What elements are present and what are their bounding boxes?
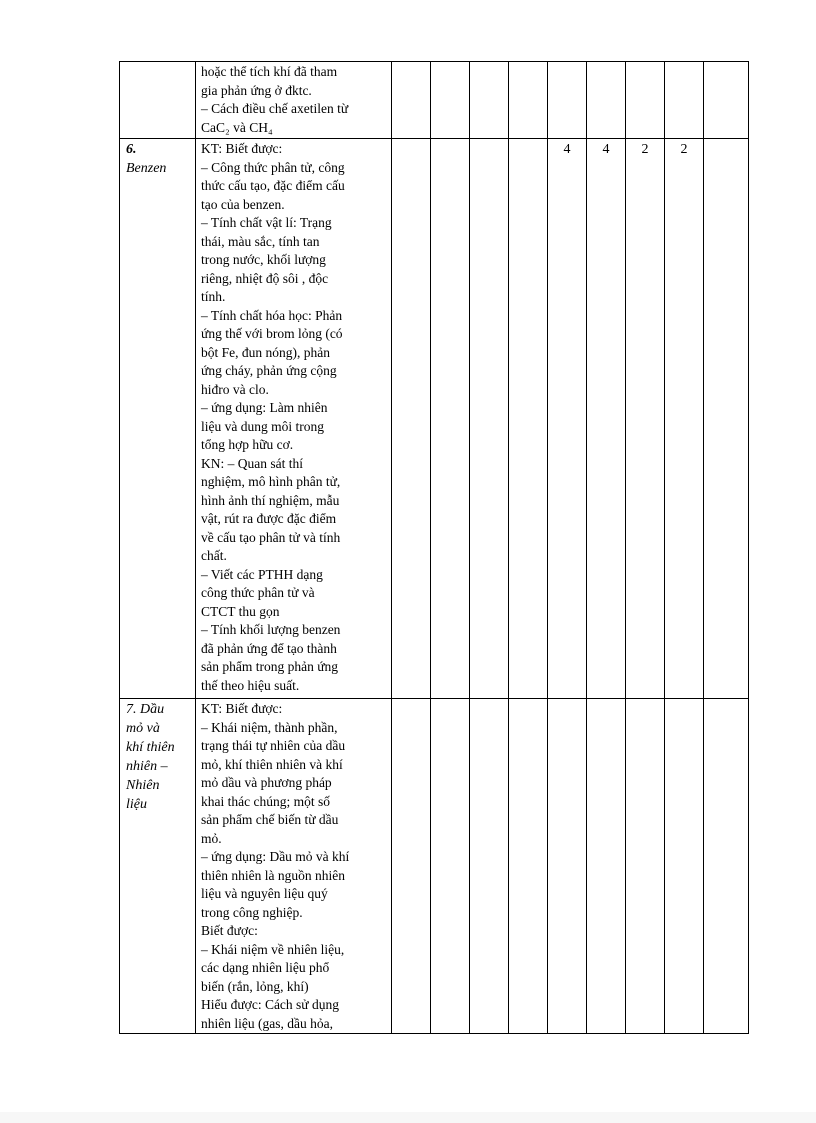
topic-name-line: liệu	[126, 797, 147, 812]
count-cell	[431, 139, 470, 699]
content-line: – Khái niệm, thành phần,	[201, 719, 338, 735]
content-line: – Tính chất hóa học: Phản	[201, 307, 343, 323]
count-cell	[704, 699, 749, 1034]
content-line: thái, màu sắc, tính tan	[201, 233, 320, 249]
count-cell	[665, 62, 704, 139]
content-line: – Tính chất vật lí: Trạng	[201, 215, 332, 230]
topic-name-line: Dầu	[140, 702, 165, 717]
content-line: thế theo hiệu suất.	[201, 677, 300, 693]
content-line: CaC₂ và CH₄	[201, 119, 273, 135]
content-line: – Công thức phân tử, công	[201, 159, 345, 175]
content-line: hoặc thể tích khí đã tham	[201, 64, 338, 79]
content-line: về cấu tạo phân tử và tính	[201, 529, 341, 545]
content-line: thiên nhiên là nguồn nhiên	[201, 867, 345, 883]
content-line: công thức phân tử và	[201, 585, 315, 600]
count-cell	[587, 62, 626, 139]
count-cell	[431, 699, 470, 1034]
content-line: sản phẩm trong phản ứng	[201, 659, 339, 674]
count-cell	[587, 699, 626, 1034]
table-row	[120, 139, 749, 699]
topic-name: Benzen	[126, 161, 167, 176]
count-cell	[392, 139, 431, 699]
topic-number: 7.	[126, 702, 137, 717]
content-line: các dạng nhiên liệu phổ	[201, 960, 330, 975]
content-line: – Viết các PTHH dạng	[201, 566, 323, 582]
count-cell	[470, 62, 509, 139]
count-cell: 4	[587, 139, 626, 699]
content-line: chất.	[201, 548, 227, 563]
content-line: trạng thái tự nhiên của dầu	[201, 738, 346, 753]
count-cell	[704, 139, 749, 699]
content-line: liệu và nguyên liệu quý	[201, 886, 328, 901]
content-line: thức cấu tạo, đặc điểm cấu	[201, 178, 345, 193]
knowledge-matrix-table	[119, 61, 749, 1034]
content-line: KT: Biết được:	[201, 701, 283, 716]
content-line: vật, rút ra được đặc điểm	[201, 511, 337, 526]
content-line: đã phản ứng để tạo thành	[201, 640, 337, 656]
content-line: liệu và dung môi trong	[201, 418, 324, 434]
content-cell	[196, 62, 392, 139]
content-line: – Cách điều chế axetilen từ	[201, 101, 349, 116]
content-line: – Tính khối lượng benzen	[201, 622, 341, 637]
content-line: CTCT thu gọn	[201, 603, 280, 619]
count-cell	[626, 62, 665, 139]
content-cell	[196, 139, 392, 699]
content-line: sản phẩm chế biến từ dầu	[201, 812, 339, 827]
content-line: riêng, nhiệt độ sôi , độc	[201, 270, 329, 286]
topic-cell	[120, 699, 196, 1034]
content-line: ứng thế với brom lỏng (có	[201, 326, 343, 341]
content-line: tính.	[201, 289, 226, 304]
count-cell: 2	[626, 139, 665, 699]
content-line: KT: Biết được:	[201, 141, 283, 156]
content-line: biến (rắn, lỏng, khí)	[201, 978, 309, 994]
topic-number: 6.	[126, 142, 137, 157]
content-line: nhiên liệu (gas, dầu hỏa,	[201, 1015, 333, 1031]
count-cell	[470, 139, 509, 699]
content-line: – Khái niệm về nhiên liệu,	[201, 941, 345, 957]
count-cell	[431, 62, 470, 139]
table-row	[120, 62, 749, 139]
count-cell: 2	[665, 139, 704, 699]
count-cell	[392, 699, 431, 1034]
count-cell	[704, 62, 749, 139]
content-line: Biết được:	[201, 923, 258, 938]
content-line: Hiểu được: Cách sử dụng	[201, 997, 339, 1012]
table-row	[120, 699, 749, 1034]
content-line: tổng hợp hữu cơ.	[201, 437, 294, 452]
content-line: tạo của benzen.	[201, 196, 285, 212]
count-cell	[665, 699, 704, 1034]
content-line: khai thác chúng; một số	[201, 793, 330, 809]
topic-name-line: mỏ và	[126, 721, 160, 736]
topic-name-line: nhiên –	[126, 759, 168, 774]
content-line: hiđro và clo.	[201, 381, 269, 397]
content-line: trong công nghiệp.	[201, 904, 303, 920]
topic-name-line: khí thiên	[126, 740, 175, 755]
content-line: mỏ dầu và phương pháp	[201, 775, 332, 790]
content-line: mỏ.	[201, 830, 222, 846]
topic-cell	[120, 139, 196, 699]
content-line: nghiệm, mô hình phân tử,	[201, 474, 341, 489]
content-line: ứng cháy, phản ứng cộng	[201, 363, 337, 378]
count-cell: 4	[548, 139, 587, 699]
content-line: gia phản ứng ở đktc.	[201, 82, 312, 98]
count-cell	[548, 62, 587, 139]
count-cell	[392, 62, 431, 139]
content-line: KN: – Quan sát thí	[201, 455, 303, 471]
topic-name-line: Nhiên	[126, 778, 160, 793]
content-line: hình ảnh thí nghiệm, mẫu	[201, 492, 340, 508]
count-cell	[509, 139, 548, 699]
content-line: – ứng dụng: Làm nhiên	[201, 400, 328, 415]
content-cell	[196, 699, 392, 1034]
page-bottom-strip	[0, 1112, 816, 1123]
count-cell	[509, 62, 548, 139]
count-cell	[509, 699, 548, 1034]
content-line: trong nước, khối lượng	[201, 252, 326, 267]
count-cell	[548, 699, 587, 1034]
content-line: – ứng dụng: Dầu mỏ và khí	[201, 849, 350, 864]
content-line: mỏ, khí thiên nhiên và khí	[201, 756, 343, 772]
topic-cell	[120, 62, 196, 139]
count-cell	[626, 699, 665, 1034]
count-cell	[470, 699, 509, 1034]
content-line: bột Fe, đun nóng), phản	[201, 344, 330, 360]
